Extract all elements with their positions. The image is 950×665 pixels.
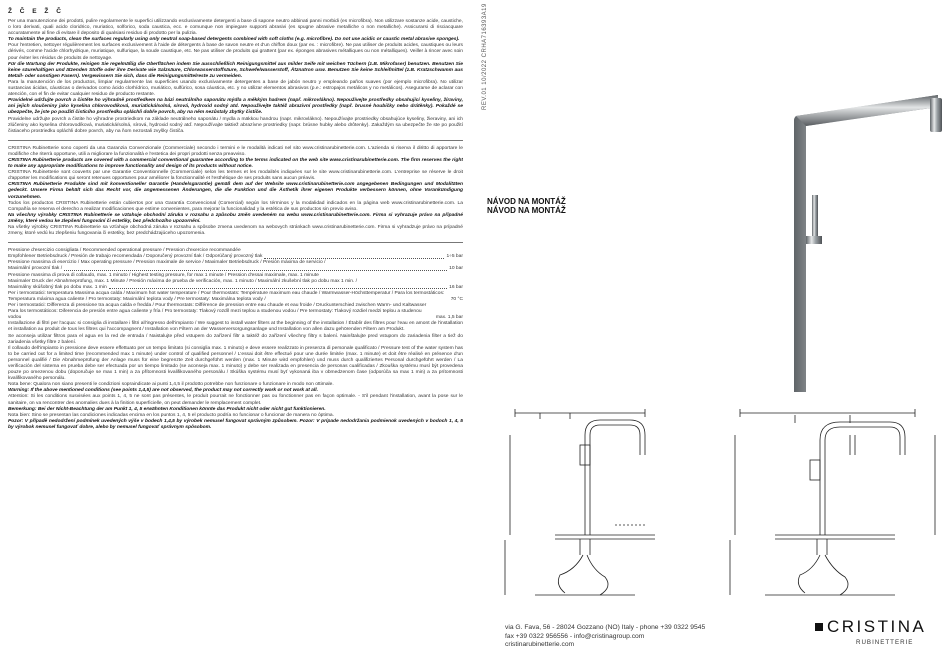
install-paragraph: Nota bene: Qualora non siano presenti le condizioni sopraindicate ai punti 1,4,5 il prodotto potrebbe non funzionare o funzionare in modo non ottimale. <box>8 382 334 388</box>
front-view-drawing <box>505 409 655 595</box>
contact-line: fax +39 0322 956556 - info@cristinagroup.com <box>505 632 645 640</box>
installation-notes <box>8 321 463 431</box>
spec-label: Maximálny skúšobný tlak po dobu max. 1 min <box>8 284 107 290</box>
spec-leader <box>109 288 447 289</box>
care-paragraph: To maintain the products, clean the surfaces regularly using only neutral soap-based detergents combined with soft cloths (e.g. microfibre). Do not use acidic or caustic metal abrasive sponges). <box>8 37 460 43</box>
install-paragraph: Bemerkung: Bei der Nicht-Beachtung der am Punkt 1, 4, 5 erwähnten Konditionen könnte das Produkt nicht oder nicht gut funktionieren. <box>8 406 326 412</box>
spec-label: Maximaler Druck der Abnahmeprüfung, max. 1 Minute / Presión máxima de prueba de verificación, max. 1 minuto / Maximální zkušební tlak po dobu max 1 min. / <box>8 278 358 284</box>
install-paragraph: Nota bien: Sino se presentan las condiciones indicadas encima en los puntos 1, 4, 5 el producto podría no funcionar o funcionar de manera no óptima. <box>8 412 334 418</box>
language-header: Ž Č E Ž Č <box>8 8 64 15</box>
spec-row <box>8 291 463 303</box>
specs-table <box>8 248 463 321</box>
warranty-paragraph: Todos los productos CRISTINA Rubinetterie están cubiertos por una Garantía Convencional (Comercial) según los términos y la modalidad indicados en la página web www.cristinarubinetterie.com. La Compañía se reserva el derecho a realizar modificaciones que estime convenientes, para mejorar la funcionalidad y la estética de sus productos sin previo aviso. <box>8 200 463 212</box>
technical-drawings <box>495 405 945 600</box>
install-paragraph: Installazione di filtri per l'acqua: si consiglia di installare i filtri all'ingresso dell'impianto / We suggest to install water filters at the beginning of the installation / Établir des filtres pour l'eau en amont de l'installation et installation au produit de tous les filtres qui l'accompagnent / Installation von Filtern an der Wasserversorgungsanlage und Installation von allen dazu gehörenden Filtern am Produkt. <box>8 321 463 333</box>
instruction-text-column <box>8 4 463 661</box>
document-reference-code: REV.01 10/2022 CRHA716393A19 <box>482 3 488 110</box>
manual-title-line: NÁVOD NA MONTÁŽ <box>487 197 566 206</box>
divider <box>8 140 463 141</box>
spec-value: 16 bar <box>449 284 463 290</box>
spec-leader <box>264 258 444 259</box>
install-paragraph: Warning: If the above mentioned conditions (see points 1,4,5) are not observed, the product may not correctly work or not work at all. <box>8 388 318 394</box>
spec-value: 70 °C <box>450 296 463 302</box>
spec-label: Maximální provozní tlak / <box>8 266 63 272</box>
faucet-photo <box>760 0 950 400</box>
divider <box>8 242 463 243</box>
install-paragraph: Il collaudo dell'impianto in pressione deve essere effettuato per un tempo limitato (si consiglia max. 1 minuto) e deve essere realizzato in presenza di personale qualificato / Pressure test of the water system has to be carried out for a limited time (recommended max 1 minute) under control of qualified personnel / L'essai doit être effectué pour une durée limitée (max. 1 minute) et doit être réalisé en présence d'un personnel qualifié / Die Abnahmeprüfung der Anlage muss für eine begrenzte Zeit durchgeführt werden (max. 1 Minute wird empfohlen) und muss durch qualifiziertes Personal durchgeführt werden / La verificación del sistema en prueba debe ser efectuada por un tiempo limitado (se aconseja max. 1 minuto) y debe ser realizada en presencia de personas cualificadas / Zkouška systému musí být provedena pouze po omezenou dobu (doporučuje se max 1 min) a za přítomnosti kvalifikovaného personálu / Skúška systému musí byť vykonaná iba v obmedzenom čase (odporúča sa max 1 min) a za prítomnosti kvalifikovaného personálu. <box>8 345 463 382</box>
website-line: cristinarubinetterie.com <box>505 641 575 649</box>
manual-title-line: NÁVOD NA MONTÁŽ <box>487 205 566 215</box>
warranty-paragraph: CRISTINA Rubinetterie Produkte sind mit konventioneller Garantie (Handelsgarantie) gemäß dem auf der Website www.cristinarubinetterie.com angegebenen Bedingungen und Modalitäten gedeckt. Unsere Firma behält sich das Recht vor, die angemessenen Änderungen, die die Funktion und die Ästhetik ihrer eigenen Produkte verbessern können, ohne Vorankündigung vorzunehmen. <box>8 182 463 200</box>
install-paragraph: Attention: Si les conditions susvisées aux points 1, 4, 5 ne sont pas présentes, le produit pourrait ne fonctionner pas ou fonctionner pas en façon optimale. - S'il pendant l'installation, avant la pose sur le sanitaire, on va rencontrer des anomalies dues à la finition superficielle, on peut demander le remplacement complet. <box>8 394 463 406</box>
warranty-section <box>8 146 463 237</box>
spec-leader <box>64 270 447 271</box>
spec-value: 10 bar <box>449 266 463 272</box>
spec-label: Pressione d'esercizio consigliata / Recommended operational pressure / Pression d'exercice recommandée <box>8 248 241 254</box>
manual-title <box>487 198 566 215</box>
spec-label: Pressione massima di prova di collaudo, max. 1 minuto / Highest testing pressure, for max 1 minute / Pression d'essai maximale, max. 1 minute <box>8 272 319 278</box>
brand-subtitle: RUBINETTERIE <box>856 639 914 646</box>
care-paragraph: Para la manutención de los productos, limpiar regularmente las superficies usando exclusivamente detergentes a base de jabón neutro y empleando paños suaves (por ejemplo microfibra). No utilizar sustancias ácidas, cáusticas o derivados como ácido clorhídrico, muriático, sulfúrico, sosa cáustica, etc. y no utilizar elementos abrasivos (p.e.: estropajos metálicos y no metálicos). Asegurarse de aclarar con atención, con el fin de evitar cualquier residuo de producto restante. <box>8 79 463 98</box>
care-paragraph: Pravidelne udržujte povrch a čistite ho výhradne prostriedkom na základe neutrálneho saponátu / mydla a mäkkou handrou (napr. mikrovlákno). Nepoužívajte prostriedky obsahujúce kyseliny, žieraviny, ani ich zlúčeniny ako kyselina chlorovodíková, muriatická/solná, sírová, hydroxid sodný atď. Nepoužívajte taktiež abrazívne prostriedky (napr. brúsne hubky alebo drôtenky). Zakaždým sa ubezpečte že ste po použití čistiaceho prostriedku opláchli dobre povrch, aby na ňom nezostali zvyšky čističa. <box>8 116 463 134</box>
spec-label: Per i termostatici: Differenza di pressione tra acqua calda e fredda / Pour thermostats: Différence de pression entre eau chaude et eau froide / Druckunterschied zwischen Warm- und Kaltwasser Para los termostáticos: Diferencia de presión entre agua caliente y fría / Pro termostaty: Tlakový rozdíl mezi teplou a studenou vodou / Pre termostaty: Tlakový rozdiel medzi teplou a studenou vodou <box>8 303 427 321</box>
side-view-drawing <box>730 409 935 595</box>
spec-label: Pressione massima di esercizio / Max operating pressure / Pression maximale de service / Maximaler Betriebsdruck / Presión máxima de servicio / <box>8 260 326 266</box>
brand-name: CRISTINA <box>827 617 927 636</box>
warranty-paragraph: Na všetky výrobky CRISTINA Rubinetterie sa vzťahuje obchodná záruka v rozsahu a spôsobe zmena uvedenom na webovych stránkach www.cristinarubinetterie.com. Firma si vyhradzuje právo na prípadné zmeny, ktoré vedú ku zlepšeniu fungovania či estetiky, bez predchádzajúceho upozornenia. <box>8 225 463 237</box>
care-paragraph: Für die Wartung der Produkte, reinigen Sie regelmäßig die Oberflächen indem Sie ausschließlich Reinigungsmittel aus milder Seife mit weichen Tüchern (z.B. Mikrofaser) benutzen. Benutzen Sie keine säurehaltigen und ätzenden Stoffe oder ihre Derivate wie Salzsäure, Chlorwasserstoffsäure, Schwefelwasserstoff, Ätznatron usw. Benutzen Sie keine Schleifmittel (z.B. Kratzschwamm aus Metall- oder sonstigen Fasern). Vergewissern Sie sich, dass die Reinigungsmittelreste zu vermeiden. <box>8 61 463 79</box>
address-line: via G. Fava, 56 - 28024 Gozzano (NO) Italy - phone +39 0322 9545 <box>505 624 706 631</box>
faucet-handle <box>806 195 822 244</box>
warranty-paragraph: CRISTINA Rubinetterie products are covered with a commercial conventional guarantee according to the terms indicated on the web site www.cristinarubinetterie.com. The firm reserves the right to make any appropriate modifications to improve functionality and design of its products without notice. <box>8 157 463 170</box>
brand-square-icon <box>815 623 823 631</box>
company-address <box>505 624 705 650</box>
warranty-paragraph: CRISTINA Rubinetterie sono coperti da una Garanzia Convenzionale (Commerciale) secondo i termini e le modalità indicati nel sito www.cristinarubinetterie.com. L'azienda si riserva il diritto di apportare le modifiche che riterrà opportune, utili a migliorare la funzionalità e l'estetica dei propri prodotti senza preavviso. <box>8 145 463 157</box>
install-paragraph: Pozor: V případě nedodržení podmínek uvedených výše v bodech 1,4,5 by výrobek nemusel fungovat správným způsobem. Pozor: V prípade nedodržania podmienok uvedených v bodoch 1, 4, 5 by výrobok nemusel fungovať dobre, alebo by nemusel fungovať správnym spôsobom. <box>8 418 463 430</box>
care-instructions <box>8 19 463 135</box>
warranty-paragraph: CRISTINA Rubinetterie sont couverts par une Garantie Conventionnelle (Commerciale) selon les termes et les modalités indiquées sur le site www.cristinarubinetterie.com. L'entreprise se réserve le droit d'apporter les modifications qui seront retenues opportunes pour améliorer la fonctionnalité et l'esthétique de ses produits sans aucun préavis. <box>8 170 463 182</box>
install-paragraph: Se aconseja utilizar filtros para el agua en la red de entrada / Naistalujte před vstupem do zařízení filtr a taktéž do zařízení všechny filtry s balení. Nainštalujte pred vstupom do zariadenia filter a tiež do zariadenia všetky filtre z balení. <box>8 333 463 345</box>
spec-label: Empfohlener Betriebsdruck / Presión de trabajo recomendada / Doporučený provozní tlak / Odporúčaný provozný tlak <box>8 254 263 260</box>
care-paragraph: Pravidelné udržujte povrch a čistěte ho výhradně prostředkem na bázi neutrálního saponátu mýdla a měkkým hadrem (např. mikrovlákno). Nepoužívejte prostředky obsahující kyseliny, žíraviny, ani jejich sloučeniny jako kyselina chlorovodíková, muriatická/solná, sírová, hydroxid sodný atd. Nepoužívejte taktéž abrazivní prostředky (např. brusné houbičky nebo drátěnky). Pokaždé se ubezpečte, že jste po použití čisticího prostředku opláchli dobře povrch, aby na něm nezůstaly zbytky čističe. <box>8 98 463 116</box>
care-paragraph: Per una manutenzione dei prodotti, pulire regolarmente le superfici utilizzando esclusivamente detergenti a base di sapone neutro abbinati panni morbidi (es microfibra). Non utilizzare sostanze acide, caustiche, o loro derivati, quali acido cloridrico, muriatico, solforico, soda caustica, ecc. e comunque non impiegare supporti abrasivi (es spugne abrasive metalliche o non metalliche). Assicurarsi di risciacquare accuratamente al fine di evitare il deposito di qualsiasi residuo di prodotto per la pulizia. <box>8 19 463 37</box>
spec-value: max. 1,5 bar <box>435 315 463 321</box>
warranty-paragraph: Na všechny výrobky CRISTINA Rubinetterie se vztahuje obchodní záruka v rozsahu a způsobu změn uvedeném na webu www.cristinarubinetterie.com. Firma si vyhrazuje právo na případné změny, které vedou ke zlepšení fungování či estetiky, bez předchozího upozornění. <box>8 212 463 224</box>
spec-row <box>8 303 463 321</box>
spec-value: 1÷5 bar <box>446 254 463 260</box>
spec-label: Per i termostatici: temperatura Massima acqua calda / Maximum hot water temperature / Pour thermostats: Température maximum eau chaude / Warmwasser-Höchsttemperatur / Para los termostáticos: Temperatura máxima agua caliente / Pro termostaty: Maximální teplota vody / Pre termostaty: Maximálna teplota vody / <box>8 290 445 302</box>
care-paragraph: Pour l'entretien, nettoyer régulièrement les surfaces exclusivement à l'aide de détergents à base de savon neutre et d'un chiffon doux (par ex. : microfibre). Ne pas utiliser de produits acides, caustiques ou leurs dérivés, comme l'acide chlorhydrique, muriatique, sulfurique, la soude caustique, etc. Ne pas utiliser de produits qui grattent (par ex. éponges abrasives métalliques ou non métalliques). Veiller à rincer avec soin pour éviter les résidus de produits de nettoyage. <box>8 43 463 61</box>
